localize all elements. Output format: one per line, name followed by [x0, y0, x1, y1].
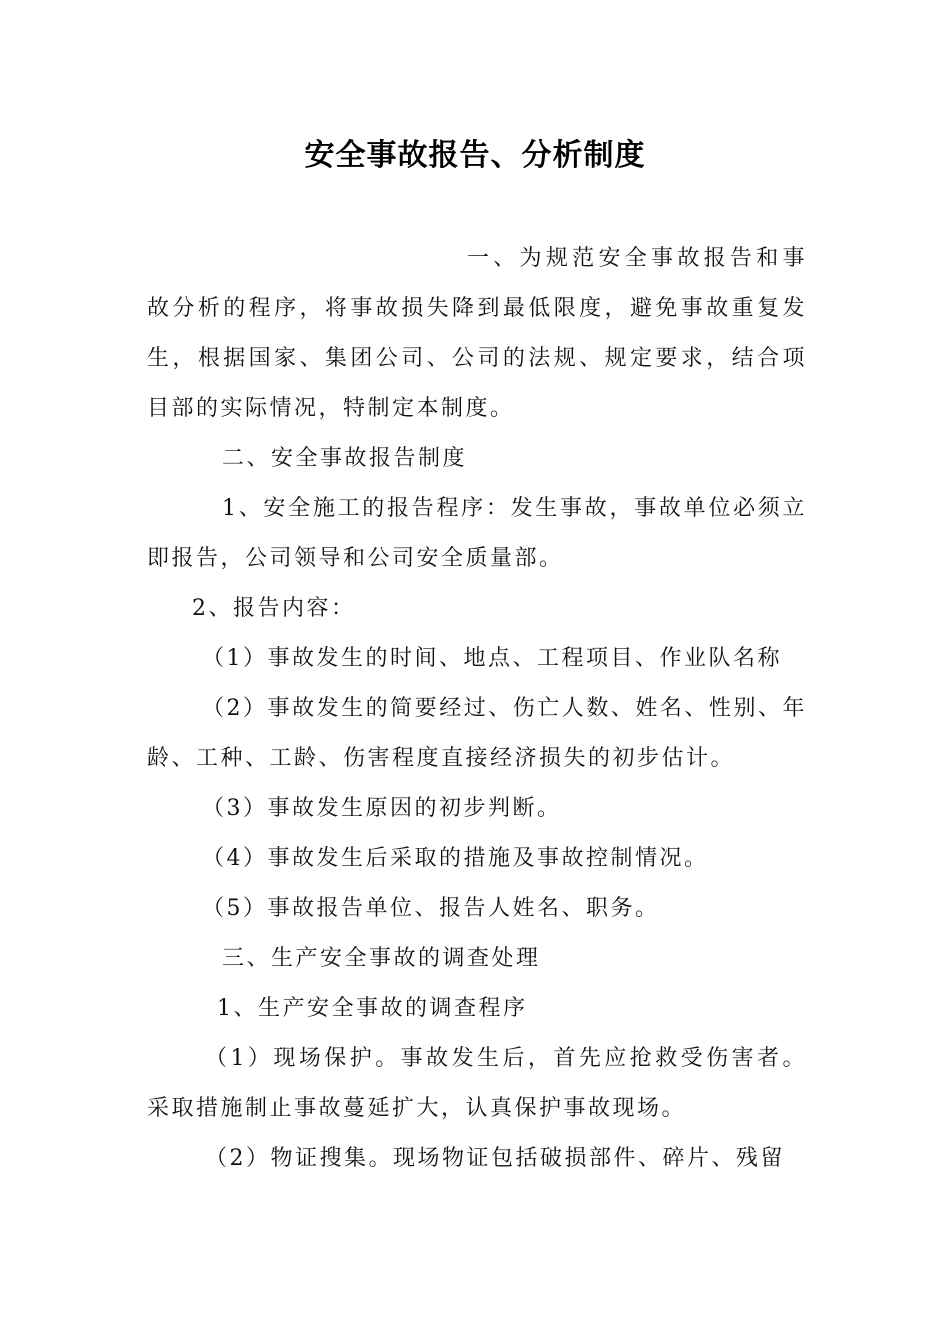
- list-item-content-3: （3）事故发生原因的初步判断。: [202, 796, 562, 821]
- heading-report-content: 2、报告内容：: [192, 596, 356, 621]
- paragraph-purpose: 一、为规范安全事故报告和事故分析的程序，将事故损失降到最低限度，避免事故重复发生，根据国家、集团公司、公司的法规、规定要求，结合项目部的实际情况，特制定本制度。: [147, 246, 807, 421]
- paragraph-report-procedure: 1、安全施工的报告程序：发生事故，事故单位必须立即报告，公司领导和公司安全质量部。: [147, 496, 807, 571]
- document-body: [147, 234, 807, 1184]
- heading-report-system: 二、安全事故报告制度: [222, 446, 468, 471]
- list-item-content-1: （1）事故发生的时间、地点、工程项目、作业队名称: [202, 646, 782, 671]
- heading-investigation-procedure: 1、生产安全事故的调查程序: [217, 996, 528, 1021]
- list-item-content-4: （4）事故发生后采取的措施及事故控制情况。: [202, 846, 709, 871]
- list-item-site-protection: （1）现场保护。事故发生后，首先应抢救受伤害者。采取措施制止事故蔓延扩大，认真保护事故现场。: [147, 1046, 807, 1121]
- list-item-content-5: （5）事故报告单位、报告人姓名、职务。: [202, 896, 660, 921]
- heading-investigation: 三、生产安全事故的调查处理: [222, 946, 541, 971]
- list-item-content-2: （2）事故发生的简要经过、伤亡人数、姓名、性别、年龄、工种、工龄、伤害程度直接经济损失的初步估计。: [147, 696, 807, 771]
- document-title: 安全事故报告、分析制度: [304, 138, 646, 173]
- list-item-evidence-collection: （2）物证搜集。现场物证包括破损部件、碎片、残留: [205, 1146, 785, 1171]
